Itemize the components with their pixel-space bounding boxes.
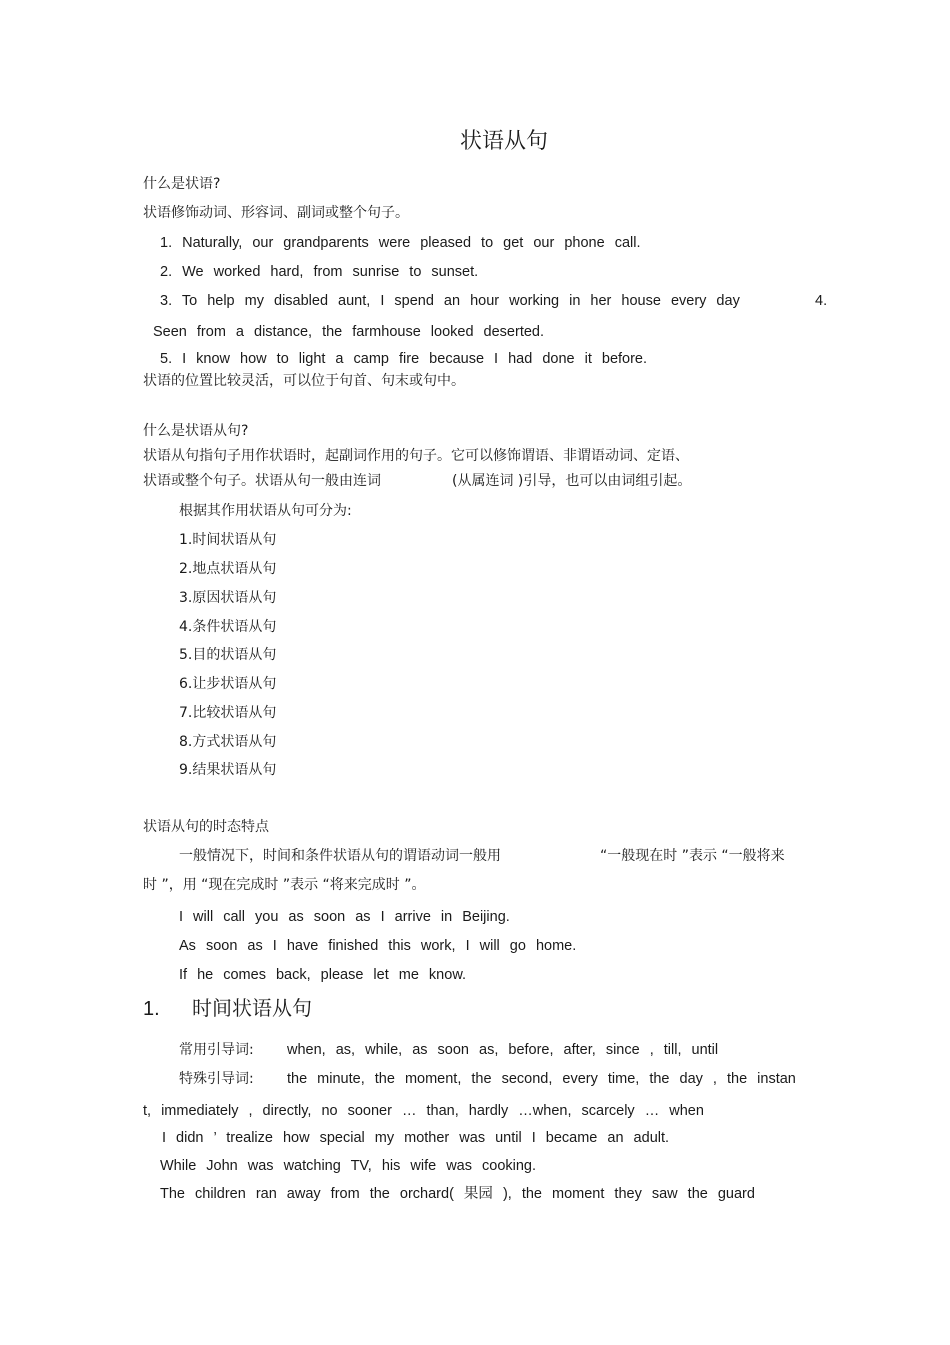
section-question-clause: 什么是状语从句? — [143, 423, 249, 439]
section-heading-time-clause: 时间状语从句 — [192, 996, 312, 1020]
example-sentence-4: Seen from a distance, the farmhouse looked deserted. — [153, 324, 545, 340]
example-sentence-3: 3. To help my disabled aunt, I spend an hour working in her house every day — [160, 293, 740, 309]
time-clause-example-3: The children ran away from the orchard( 果园 ), the moment they saw the guard — [160, 1186, 755, 1202]
common-conjunctions-list: when, as, while, as soon as, before, after, since , till, until — [287, 1042, 719, 1058]
clause-definition-line2: 状语或整个句子。状语从句一般由连词 — [143, 473, 381, 489]
tense-paragraph-line1: 一般情况下，时间和条件状语从句的谓语动词一般用 — [179, 848, 501, 864]
page-title: 状语从句 — [460, 129, 549, 154]
type-list-item: 1.时间状语从句 — [179, 532, 277, 548]
type-list-item: 4.条件状语从句 — [179, 619, 277, 635]
clause-definition-line1: 状语从句指句子用作状语时，起副词作用的句子。它可以修饰谓语、非谓语动词、定语、 — [143, 448, 689, 464]
type-list-item: 8.方式状语从句 — [179, 734, 277, 750]
type-list-item: 9.结果状语从句 — [179, 762, 277, 778]
tense-paragraph-line1-tail: “一般现在时 ”表示 “一般将来 — [600, 848, 785, 864]
section-question-adverbial: 什么是状语? — [143, 176, 221, 192]
time-clause-example-1: I didn ’ trealize how special my mother was until I became an adult. — [162, 1130, 670, 1146]
heading-number: 1. — [143, 998, 160, 1020]
time-clause-example-2: While John was watching TV, his wife was cooking. — [160, 1158, 537, 1174]
adverbial-position-note: 状语的位置比较灵活，可以位于句首、句末或句中。 — [143, 373, 465, 389]
tense-example-3: If he comes back, please let me know. — [179, 967, 467, 983]
tense-paragraph-line2: 时 ”，用 “现在完成时 ”表示 “将来完成时 ”。 — [143, 877, 426, 893]
example-number-4: 4. — [815, 293, 828, 309]
special-conjunctions-label: 特殊引导词: — [179, 1071, 254, 1087]
type-list-item: 5.目的状语从句 — [179, 647, 277, 663]
common-conjunctions-label: 常用引导词: — [179, 1042, 254, 1058]
special-conjunctions-list-line1: the minute, the moment, the second, every time, the day , the instan — [287, 1071, 796, 1087]
tense-example-1: I will call you as soon as I arrive in Beijing. — [179, 909, 510, 925]
type-list-item: 2.地点状语从句 — [179, 561, 277, 577]
example-sentence-1: 1. Naturally, our grandparents were pleased to get our phone call. — [160, 235, 641, 251]
type-list-item: 7.比较状语从句 — [179, 705, 277, 721]
adverbial-definition: 状语修饰动词、形容词、副词或整个句子。 — [143, 205, 409, 221]
example-sentence-5: 5. I know how to light a camp fire because I had done it before. — [160, 351, 648, 367]
classification-intro: 根据其作用状语从句可分为: — [179, 503, 352, 519]
special-conjunctions-list-line2: t, immediately , directly, no sooner … than, hardly …when, scarcely … when — [143, 1103, 704, 1119]
example-sentence-2: 2. We worked hard, from sunrise to sunset. — [160, 264, 479, 280]
type-list-item: 6.让步状语从句 — [179, 676, 277, 692]
tense-example-2: As soon as I have finished this work, I will go home. — [179, 938, 577, 954]
tense-section-title: 状语从句的时态特点 — [143, 819, 269, 835]
clause-definition-line2-tail: (从属连词 )引导，也可以由词组引起。 — [452, 473, 692, 489]
type-list-item: 3.原因状语从句 — [179, 590, 277, 606]
